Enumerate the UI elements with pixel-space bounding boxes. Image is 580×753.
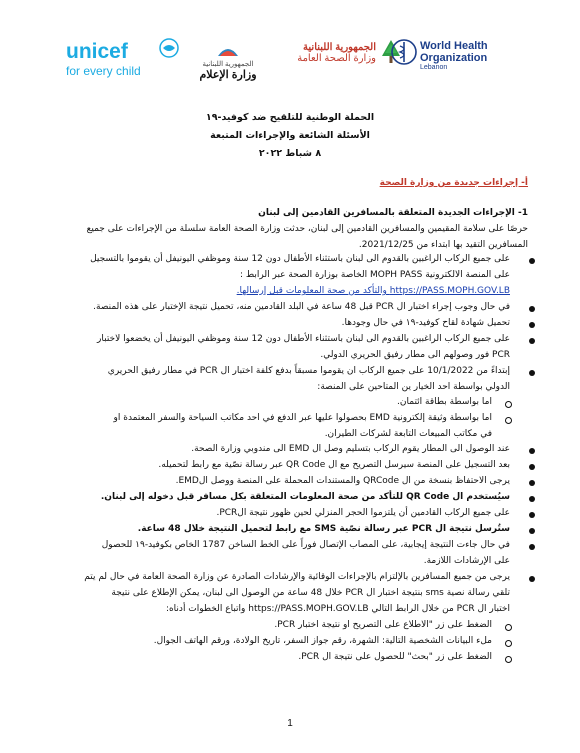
bullet-marker: [529, 464, 535, 470]
unicef-wordmark: unicef: [66, 40, 128, 63]
logo-row: [0, 18, 580, 88]
sub-bullet-marker: [505, 401, 512, 408]
who-country: Lebanon: [420, 64, 448, 71]
ministry-info-line2: وزارة الإعلام: [199, 69, 257, 81]
intro-line: حرصًا على سلامة المقيمين والمسافرين القادمين إلى لبنان، حدثت وزارة الصحة العامة سلسلة من الإجراءات على جميع: [86, 224, 528, 234]
bullet-marker: [529, 576, 535, 582]
bullet-line: ستُرسل نتيجة ال PCR عبر رسالة نصّية SMS مع رابط لتحميل النتيجة خلال 48 ساعة.: [137, 524, 510, 534]
bullet-line: تلقي رسالة نصية sms بنتيجة اختبار ال PCR خلال 48 ساعة من الوصول الى لبنان، يمكن الإطلاع على نتيجة: [111, 588, 510, 598]
bullet-marker: [529, 496, 535, 502]
bullet-marker: [529, 306, 535, 312]
moph-line1: الجمهورية اللبنانية: [303, 42, 376, 53]
sub-bullet-line: ملء البيانات الشخصية التالية: الشهرة، رقم جواز السفر، تاريخ الولادة، ورقم الهاتف الجوال.: [153, 636, 492, 646]
unicef-icon: [158, 37, 180, 59]
sub-bullet-marker: [505, 640, 512, 647]
bullet-marker: [529, 480, 535, 486]
page-number: 1: [287, 718, 293, 729]
date-title: ٨ شباط ٢٠٢٢: [258, 148, 322, 159]
faq-title: الأسئلة الشائعة والإجراءات المتبعة: [210, 130, 370, 141]
bullet-marker: [529, 258, 535, 264]
sub-bullet-marker: [505, 624, 512, 631]
bullet-line: في حال جاءت النتيجة إيجابية، على المصاب الإتصال فوراً على الخط الساخن 1787 الخاص بكوفيد-١٩ للحصول: [101, 540, 510, 550]
unicef-logo: [66, 40, 141, 78]
bullet-marker: [529, 512, 535, 518]
bullet-line: في حال وجوب إجراء اختبار ال PCR قبل 48 ساعة في البلد القادمين منه، تحميل نتيجة الإختبار على هذه المنصة.: [93, 302, 510, 312]
intro-line: المسافرين التقيد بها ابتداء من 2021/12/25.: [358, 240, 528, 250]
bullet-line: بعد التسجيل على المنصة سيرسل التصريح مع ال QR Code عبر رسالة نصّية مع رابط لتحميله.: [158, 460, 510, 470]
campaign-title: الحملة الوطنية للتلقيح ضد كوفيد-١٩: [205, 112, 375, 123]
bullet-line: سيُستخدم ال QR Code للتأكد من صحة المعلومات المتعلقة بكل مسافر قبل دخوله إلى لبنان.: [100, 492, 510, 502]
moph-line2: وزارة الصحة العامة: [297, 53, 376, 64]
bullet-line: اختبار ال PCR من خلال الرابط التالي https://PASS.MOPH.GOV.LB واتباع الخطوات أدناه:: [165, 604, 510, 614]
item1-heading: 1- الإجراءات الجديدة المتعلقة بالمسافرين القادمين إلى لبنان: [258, 208, 528, 218]
ministry-info-icon: [216, 42, 240, 60]
section-heading: أ- إجراءات جديدة من وزارة الصحة: [379, 178, 528, 188]
bullet-marker: [529, 370, 535, 376]
bullet-marker: [529, 448, 535, 454]
bullet-marker: [529, 544, 535, 550]
bullet-line: إبتداءً من 10/1/2022 على جميع الركاب ان يقوموا مسبقاً بدفع كلفة اختبار ال PCR في مطار رفيق الحريري: [107, 366, 510, 376]
bullet-marker: [529, 338, 535, 344]
ministry-info-line1: الجمهورية اللبنانية: [202, 61, 254, 68]
moph-logo: [276, 42, 376, 64]
ministry-of-information-logo: [188, 42, 268, 81]
bullet-line: عند الوصول الى المطار يقوم الركاب بتسليم وصل ال EMD الى مندوبي وزارة الصحة.: [191, 444, 510, 454]
bullet-line: على المنصة الالكترونية MOPH PASS الخاصة بوزارة الصحة عبر الرابط :: [239, 270, 510, 280]
bullet-marker: [529, 528, 535, 534]
bullet-line: PCR فور وصولهم الى مطار رفيق الحريري الدولي.: [320, 350, 510, 360]
bullet-line: يرجى من جميع المسافرين بالإلتزام بالإجراءات الوقائية والإرشادات الصادرة عن وزارة الصحة العامة في حال لم يتم: [84, 572, 510, 582]
bullet-line: على جميع الركاب الراغبين بالقدوم الى لبنان باستثناء الأطفال دون 12 سنة وموظفي اليونيفل أن يقوموا بالتسجيل: [90, 254, 510, 264]
sub-bullet-line: في مكاتب المبيعات التابعة لشركات الطيران.: [324, 429, 492, 439]
unicef-tagline: for every child: [66, 64, 141, 78]
bullet-line: على جميع الركاب الراغبين بالقدوم الى لبنان باستثناء الأطفال دون 12 سنة وموظفي اليونيفل أن يخضعوا لاختبار: [97, 334, 510, 344]
sub-bullet-line: اما بواسطة بطاقة ائتمان.: [397, 397, 492, 407]
sub-bullet-line: الضغط على زر "الاطلاع على التصريح او نتيجة اختبار PCR.: [274, 620, 492, 630]
moph-pass-link[interactable]: https://PASS.MOPH.GOV.LB والتأكد من صحة المعلومات قبل إرسالها.: [236, 286, 510, 296]
bullet-line: الدولي بواسطة احد الخيار ين المتاحين على المنصة:: [317, 382, 510, 392]
bullet-marker: [529, 322, 535, 328]
who-emblem-icon: [390, 38, 418, 66]
bullet-line: على جميع الركاب القادمين أن يلتزموا الحجر المنزلي لحين ظهور نتيجة الPCR.: [216, 508, 510, 518]
sub-bullet-line: الضغط على زر "بحث" للحصول على نتيجة ال PCR.: [298, 652, 492, 662]
sub-bullet-marker: [505, 417, 512, 424]
bullet-line: تحميل شهادة لقاح كوفيد-١٩ في حال وجودها.: [341, 318, 510, 328]
sub-bullet-line: اما بواسطة وثيقة إلكترونية EMD بحصولوا عليها عبر الدفع في احد مكاتب السياحة والسفر المعتمدة او: [113, 413, 492, 423]
bullet-line: يرجى الاحتفاظ بنسخة من ال QRCode والمستندات المحملة على المنصة ووصل الEMD.: [175, 476, 510, 486]
bullet-line: على الإرشادات اللازمة.: [423, 556, 510, 566]
who-name: World Health Organization: [420, 40, 488, 64]
who-logo: [420, 40, 550, 71]
sub-bullet-marker: [505, 656, 512, 663]
